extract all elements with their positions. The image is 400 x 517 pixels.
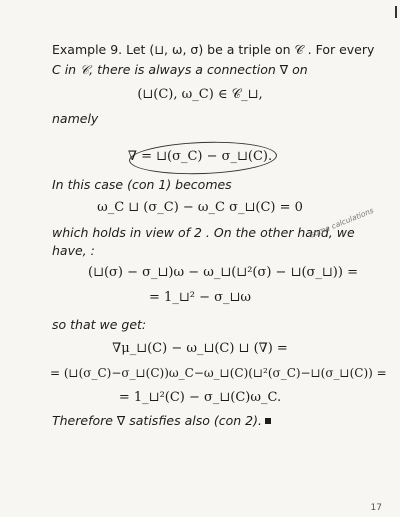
- formula-line-7: ω_C ⊔ (σ_C) − ω_C σ_⊔(C) = 0: [97, 200, 303, 215]
- text-line-1: Example 9. Let (⊔, ω, σ) be a triple on 𝒞 . For every: [52, 42, 375, 57]
- text-line-6: In this case (con 1) becomes: [52, 177, 232, 192]
- page-number: 17: [370, 503, 382, 513]
- formula-line-14: = (⊔(σ_C)−σ_⊔(C))ω_C−ω_⊔(C)(⊔²(σ_C)−⊔(σ_⊔(C)) =: [50, 366, 387, 380]
- formula-line-10: (⊔(σ) − σ_⊔)ω − ω_⊔(⊔²(σ) − ⊔(σ_⊔)) =: [88, 265, 358, 280]
- text-line-12: so that we get:: [52, 317, 147, 332]
- formula-line-15: = 1_⊔²(C) − σ_⊔(C)ω_C.: [118, 390, 282, 405]
- margin-mark: [395, 6, 397, 18]
- formula-line-13: ∇μ_⊔(C) − ω_⊔(C) ⊔ (∇) =: [112, 341, 288, 356]
- formula-line-3: (⊔(C), ω_C) ∈ 𝒞_⊔,: [137, 87, 263, 102]
- text-line-9: have, :: [52, 243, 95, 258]
- formula-line-11: = 1_⊔² − σ_⊔ω: [149, 290, 251, 305]
- text-line-2: C in 𝒞, there is always a connection ∇ on: [52, 62, 308, 77]
- handwritten-note: some calculations: [309, 205, 375, 240]
- formula-line-5: ∇ = ⊔(σ_C) − σ_⊔(C).: [127, 149, 273, 164]
- conclusion-text: Therefore ∇ satisfies also (con 2).: [52, 413, 262, 428]
- text-line-16: [52, 413, 271, 428]
- text-line-8: which holds in view of 2 . On the other hand, we: [52, 225, 355, 240]
- text-line-4: namely: [52, 111, 99, 126]
- qed-square: [265, 418, 271, 424]
